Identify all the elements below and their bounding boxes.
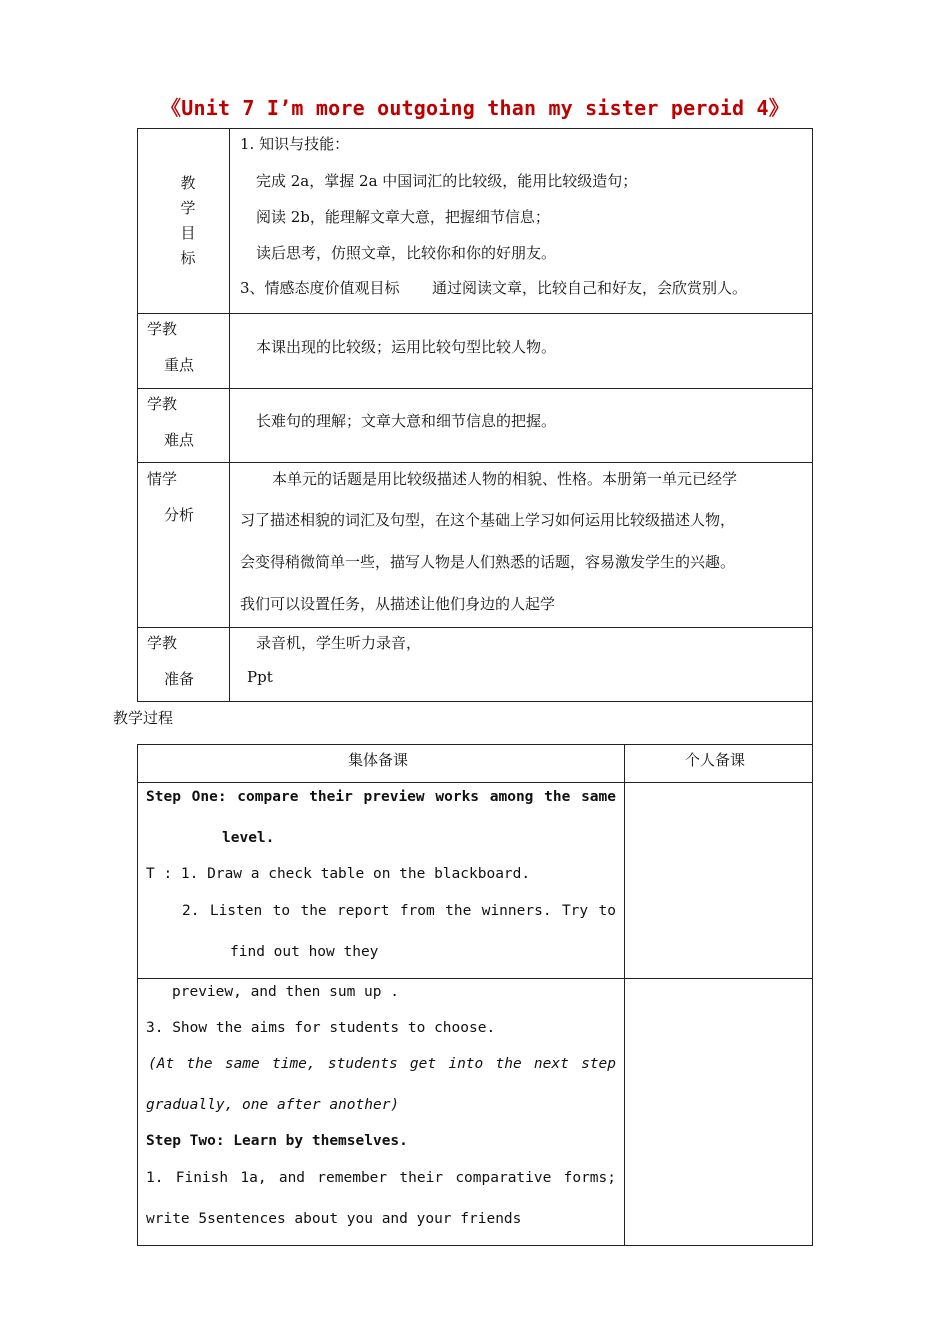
objectives-label [178, 171, 198, 271]
objectives-label-char: 学 [180, 199, 196, 217]
analysis-line-3: 会变得稍微简单一些，描写人物是人们熟悉的话题，容易激发学生的兴趣。 [240, 553, 736, 571]
step-two-item-1: 1. Finish 1a, and remember their comparative forms; [146, 1170, 616, 1186]
objectives-line-4: 读后思考，仿照文章，比较你和你的好朋友。 [256, 244, 557, 262]
preparation-label-bottom: 准备 [164, 670, 195, 688]
step-box-2-line-4: gradually, one after another) [146, 1097, 400, 1113]
step-one-heading: Step One: compare their preview works among the same [146, 789, 616, 805]
difficulties-label-top: 学教 [147, 395, 178, 413]
objectives-label-char: 标 [180, 249, 196, 267]
step-box-2-line-3: (At the same time, students get into the next step [148, 1056, 616, 1072]
key-points-label-top: 学教 [147, 320, 178, 338]
objectives-line-2: 完成 2a，掌握 2a 中国词汇的比较级，能用比较级造句； [256, 172, 638, 190]
step-two-item-1-cont: write 5sentences about you and your friends [146, 1211, 522, 1227]
key-points-label-bottom: 重点 [164, 356, 195, 374]
step-one-item-2-cont: find out how they [230, 944, 379, 960]
preparation-line-2: Ppt [247, 668, 273, 686]
objectives-line-3: 阅读 2b，能理解文章大意，把握细节信息； [256, 208, 550, 226]
analysis-line-1: 本单元的话题是用比较级描述人物的相貌、性格。本册第一单元已经学 [272, 470, 738, 488]
difficulties-label-bottom: 难点 [164, 431, 195, 449]
step-one-heading-cont: level. [222, 830, 275, 846]
analysis-label-top: 情学 [147, 470, 178, 488]
objectives-label-char: 教 [180, 174, 196, 192]
objectives-label-char: 目 [180, 224, 196, 242]
analysis-label-bottom: 分析 [164, 506, 195, 524]
key-points-text: 本课出现的比较级；运用比较句型比较人物。 [256, 338, 557, 356]
preparation-line-1: 录音机，学生听力录音， [256, 634, 422, 652]
column-header-collective: 集体备课 [348, 751, 409, 769]
step-one-item-1: T : 1. Draw a check table on the blackboard. [146, 866, 531, 882]
objectives-line-5b: 通过阅读文章，比较自己和好友，会欣赏别人。 [432, 279, 748, 297]
difficulties-text: 长难句的理解；文章大意和细节信息的把握。 [256, 412, 557, 430]
objectives-line-5a: 3、情感态度价值观目标 [240, 279, 400, 297]
step-box-2-line-1: preview, and then sum up . [172, 984, 399, 1000]
step-two-heading: Step Two: Learn by themselves. [146, 1133, 408, 1149]
step-one-item-2: 2. Listen to the report from the winners. Try to [182, 903, 616, 919]
step-box-2-line-2: 3. Show the aims for students to choose. [146, 1020, 496, 1036]
analysis-line-4: 我们可以设置任务，从描述让他们身边的人起学 [240, 595, 556, 613]
objectives-line-1: 1. 知识与技能： [240, 135, 350, 153]
column-header-personal: 个人备课 [685, 751, 746, 769]
analysis-line-2: 习了描述相貌的词汇及句型，在这个基础上学习如何运用比较级描述人物， [240, 511, 736, 529]
process-label: 教学过程 [113, 709, 174, 727]
document-title: 《Unit 7 I’m more outgoing than my sister peroid 4》 [161, 96, 789, 120]
preparation-label-top: 学教 [147, 634, 178, 652]
